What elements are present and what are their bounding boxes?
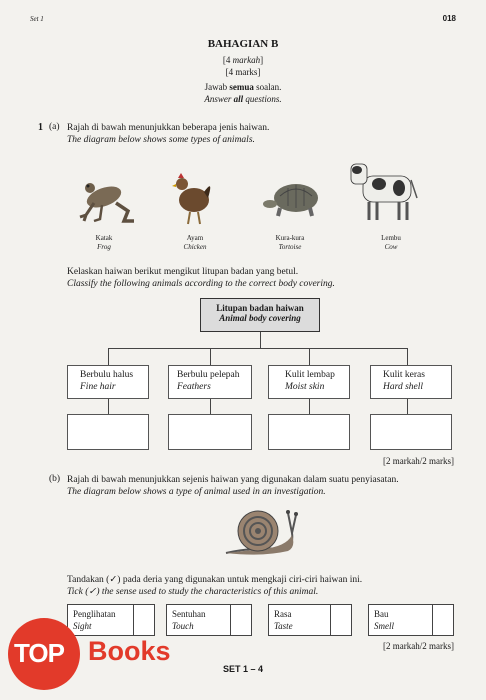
- tree-stem: [260, 332, 261, 348]
- tree-branch-4: [407, 348, 408, 365]
- q1a-stem-en: The diagram below shows some types of animals.: [67, 135, 255, 145]
- animal-label-chicken: Ayam Chicken: [183, 234, 207, 251]
- chicken-icon: [168, 168, 216, 228]
- root-category-box: Litupan badan haiwan Animal body covering: [200, 298, 320, 332]
- instruction-en: Answer all questions.: [204, 94, 282, 104]
- q1b-stem-ms: Rajah di bawah menunjukkan sejenis haiwan yang digunakan dalam suatu penyiasatan.: [67, 475, 399, 485]
- page-footer: SET 1 – 4: [222, 664, 264, 674]
- category-box-moist-skin: Kulit lembap Moist skin: [268, 365, 350, 399]
- tortoise-icon: [262, 178, 328, 220]
- question-number: 1: [38, 122, 43, 133]
- tree-branch-1: [108, 348, 109, 365]
- instruction-ms: Jawab semua soalan.: [204, 82, 282, 92]
- watermark-top-text: TOP: [14, 638, 64, 668]
- answer-box-moist-skin[interactable]: [268, 414, 350, 450]
- tick-box-smell[interactable]: [432, 605, 453, 635]
- answer-box-fine-hair[interactable]: [67, 414, 149, 450]
- answer-link-4: [407, 399, 408, 414]
- sense-option-smell[interactable]: Bau Smell: [368, 604, 454, 636]
- animal-label-tortoise: Kura-kura Tortoise: [275, 234, 305, 251]
- marks-en: [4 marks]: [225, 67, 261, 77]
- category-box-fine-hair: Berbulu halus Fine hair: [67, 365, 149, 399]
- tree-branch-3: [309, 348, 310, 365]
- tree-bar: [108, 348, 408, 349]
- watermark-books-text: Books: [88, 636, 171, 666]
- category-box-feathers: Berbulu pelepah Feathers: [168, 365, 252, 399]
- classify-instruction-en: Classify the following animals according to the correct body covering.: [67, 279, 335, 289]
- part-b-label: (b): [49, 474, 61, 484]
- tick-instruction-en: Tick (✓) the sense used to study the characteristics of this animal.: [67, 587, 319, 597]
- sense-option-touch[interactable]: Sentuhan Touch: [166, 604, 252, 636]
- tick-instruction-ms: Tandakan (✓) pada deria yang digunakan untuk mengkaji ciri-ciri haiwan ini.: [67, 575, 363, 585]
- topbooks-watermark: [8, 618, 208, 692]
- set-label: Set 1: [30, 15, 44, 23]
- answer-box-hard-shell[interactable]: [370, 414, 452, 450]
- marks-ms: [4 markah]: [222, 55, 264, 65]
- sense-option-sight[interactable]: Penglihatan Sight: [67, 604, 155, 636]
- snail-icon: [222, 503, 302, 559]
- cow-icon: [345, 158, 420, 226]
- answer-link-2: [210, 399, 211, 414]
- animal-label-frog: Katak Frog: [95, 234, 113, 251]
- section-title: BAHAGIAN B: [207, 38, 279, 50]
- answer-box-feathers[interactable]: [168, 414, 252, 450]
- sense-option-taste[interactable]: Rasa Taste: [268, 604, 352, 636]
- part-a-label: (a): [49, 122, 60, 132]
- tick-box-taste[interactable]: [330, 605, 351, 635]
- tree-branch-2: [210, 348, 211, 365]
- animal-label-cow: Lembu Cow: [381, 234, 401, 251]
- category-box-hard-shell: Kulit keras Hard shell: [370, 365, 452, 399]
- answer-link-1: [108, 399, 109, 414]
- classify-instruction-ms: Kelaskan haiwan berikut mengikut litupan badan yang betul.: [67, 267, 299, 277]
- answer-link-3: [309, 399, 310, 414]
- q1a-marks: [2 markah/2 marks]: [383, 456, 454, 466]
- q1b-stem-en: The diagram below shows a type of animal used in an investigation.: [67, 487, 326, 497]
- tick-box-touch[interactable]: [230, 605, 251, 635]
- frog-icon: [72, 175, 142, 227]
- q1a-stem-ms: Rajah di bawah menunjukkan beberapa jenis haiwan.: [67, 123, 270, 133]
- q1b-marks: [2 markah/2 marks]: [383, 641, 454, 651]
- page-code: 018: [442, 14, 456, 23]
